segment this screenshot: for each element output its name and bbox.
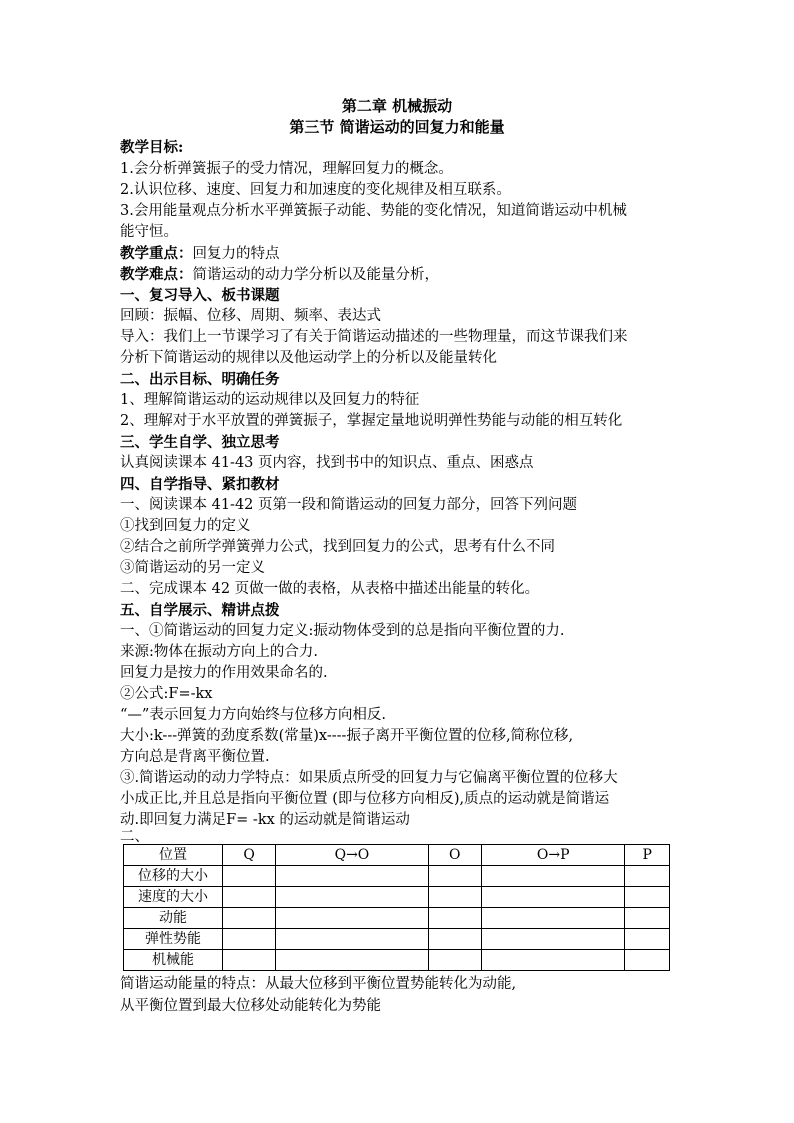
section-heading: 三、学生自学、独立思考 <box>120 434 280 451</box>
table-cell <box>223 908 276 929</box>
table-cell <box>481 866 625 887</box>
energy-summary: 简谐运动能量的特点：从最大位移到平衡位置势能转化为动能, <box>120 976 517 992</box>
guide-item: 一、阅读课本 41-42 页第一段和简谐运动的回复力部分，回答下列问题 <box>120 497 578 513</box>
explain-line: ③.简谐运动的动力学特点：如果质点所受的回复力与它偏离平衡位置的位移大 <box>120 770 618 786</box>
table-cell <box>276 929 428 950</box>
objective-item: 能守恒。 <box>120 224 178 240</box>
difficulty <box>120 264 680 286</box>
section-heading: 二、出示目标、明确任务 <box>120 371 280 388</box>
explain-line: 动.即回复力满足F= -kx 的运动就是简谐运动 <box>120 812 410 828</box>
table-cell <box>625 908 670 929</box>
explain-line: 二、 <box>120 829 149 845</box>
explain-line: 来源:物体在振动方向上的合力. <box>120 644 318 660</box>
review-text: 回顾：振幅、位移、周期、频率、表达式 <box>120 308 381 324</box>
table-header-cell: 位置 <box>124 845 223 866</box>
table-cell <box>276 866 428 887</box>
key-point <box>120 243 680 265</box>
section-heading: 一、复习导入、板书课题 <box>120 287 280 304</box>
table-row-label: 机械能 <box>124 950 223 971</box>
table-cell <box>428 866 481 887</box>
explain-line: 方向总是背离平衡位置. <box>120 749 270 765</box>
explain-line: 一、①简谐运动的回复力定义:振动物体受到的总是指向平衡位置的力. <box>120 623 565 639</box>
table-cell <box>625 887 670 908</box>
intro-text: 分析下简谐运动的规律以及他运动学上的分析以及能量转化 <box>120 350 497 366</box>
energy-summary: 从平衡位置到最大位移处动能转化为势能 <box>120 998 381 1014</box>
formula-line: ②公式:F=-kx <box>120 686 213 702</box>
energy-table <box>123 844 670 971</box>
table-row <box>124 950 670 971</box>
guide-item: 二、完成课本 42 页做一做的表格，从表格中描述出能量的转化。 <box>120 581 540 597</box>
table-cell <box>481 908 625 929</box>
table-row <box>124 929 670 950</box>
intro-text: 导入：我们上一节课学习了有关于简谐运动描述的一些物理量，而这节课我们来 <box>120 329 628 345</box>
table-cell <box>428 887 481 908</box>
task-item: 1、理解简谐运动的运动规律以及回复力的特征 <box>120 392 420 408</box>
table-row-label: 速度的大小 <box>124 887 223 908</box>
table-cell <box>428 950 481 971</box>
table-cell <box>223 866 276 887</box>
table-row-label: 弹性势能 <box>124 929 223 950</box>
explain-line: 回复力是按力的作用效果命名的. <box>120 665 328 681</box>
table-cell <box>223 887 276 908</box>
table-cell <box>428 908 481 929</box>
table-cell <box>625 929 670 950</box>
table-header-cell: Q <box>223 845 276 866</box>
table-cell <box>276 908 428 929</box>
table-header-cell: O→P <box>481 845 625 866</box>
table-row <box>124 887 670 908</box>
objective-item: 3.会用能量观点分析水平弹簧振子动能、势能的变化情况，知道简谐运动中机械 <box>120 203 627 219</box>
key-point-text: 回复力的特点 <box>192 246 280 262</box>
self-study-text: 认真阅读课本 41-43 页内容，找到书中的知识点、重点、困惑点 <box>120 455 534 471</box>
table-cell <box>223 950 276 971</box>
task-item: 2、理解对于水平放置的弹簧振子，掌握定量地说明弹性势能与动能的相互转化 <box>120 413 623 429</box>
table-header-cell: Q→O <box>276 845 428 866</box>
explain-line: 大小:k---弹簧的劲度系数(常量)x----振子离开平衡位置的位移,简称位移, <box>120 728 574 744</box>
table-header-row <box>124 845 670 866</box>
key-point-label: 教学重点： <box>120 245 193 262</box>
table-row <box>124 908 670 929</box>
section-heading: 四、自学指导、紧扣教材 <box>120 476 280 493</box>
guide-item: ③简谐运动的另一定义 <box>120 560 265 576</box>
explain-line: 小成正比,并且总是指向平衡位置 (即与位移方向相反),质点的运动就是简谐运 <box>120 791 610 807</box>
table-row-label: 位移的大小 <box>124 866 223 887</box>
table-cell <box>481 929 625 950</box>
guide-item: ②结合之前所学弹簧弹力公式，找到回复力的公式，思考有什么不同 <box>120 539 555 555</box>
objective-item: 2.认识位移、速度、回复力和加速度的变化规律及相互联系。 <box>120 182 511 198</box>
explain-line: “—”表示回复力方向始终与位移方向相反. <box>120 707 386 723</box>
table-cell <box>625 866 670 887</box>
table-cell <box>223 929 276 950</box>
table-cell <box>428 929 481 950</box>
table-cell <box>276 887 428 908</box>
table-cell <box>625 950 670 971</box>
difficulty-label: 教学难点： <box>120 266 193 283</box>
table-row <box>124 866 670 887</box>
table-row-label: 动能 <box>124 908 223 929</box>
objectives-heading: 教学目标: <box>120 139 184 156</box>
table-cell <box>276 950 428 971</box>
table-header-cell: P <box>625 845 670 866</box>
table-header-cell: O <box>428 845 481 866</box>
table-cell <box>481 887 625 908</box>
section-title: 第三节 简谐运动的回复力和能量 <box>289 118 505 136</box>
table-cell <box>481 950 625 971</box>
chapter-title: 第二章 机械振动 <box>341 97 453 115</box>
guide-item: ①找到回复力的定义 <box>120 518 251 534</box>
difficulty-text: 简谐运动的动力学分析以及能量分析， <box>192 267 439 283</box>
objective-item: 1.会分析弹簧振子的受力情况，理解回复力的概念。 <box>120 161 453 177</box>
section-heading: 五、自学展示、精讲点拨 <box>120 602 280 619</box>
